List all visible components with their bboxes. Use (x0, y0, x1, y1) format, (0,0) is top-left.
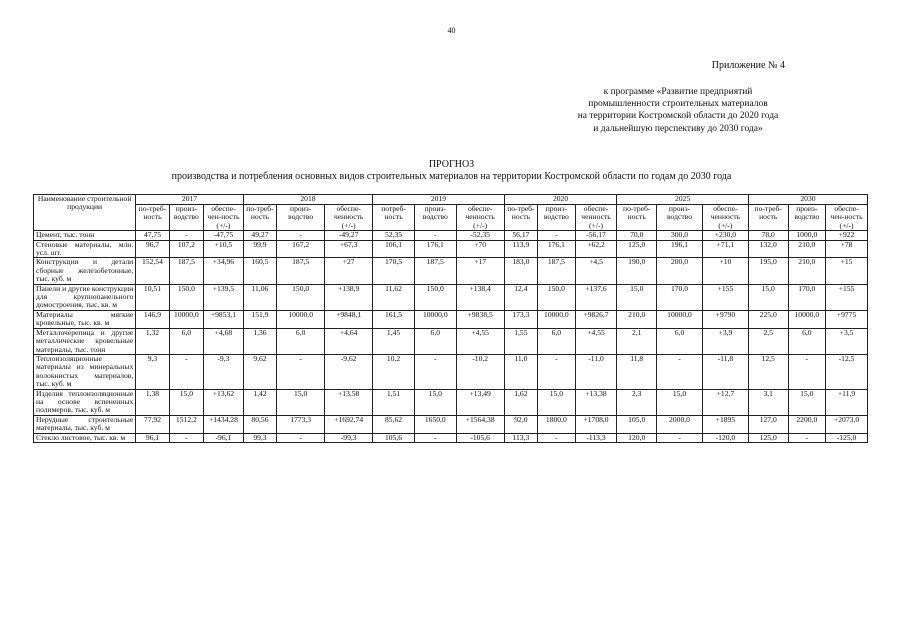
value-cell: +10 (702, 258, 748, 284)
value-cell: +3,9 (702, 328, 748, 354)
value-cell: 15,0 (277, 389, 325, 415)
value-cell: 1,45 (373, 328, 415, 354)
value-cell: 15,0 (169, 389, 203, 415)
sub-column-header: произ-водство (657, 205, 703, 231)
value-cell: 6,0 (538, 328, 576, 354)
value-cell: 113,9 (504, 240, 537, 258)
sub-column-header: обеспе-ченность (+/-) (702, 205, 748, 231)
value-cell: -99,3 (325, 433, 373, 442)
value-cell: 196,1 (657, 240, 703, 258)
value-cell: 225,0 (748, 310, 788, 328)
value-cell: +138,9 (325, 284, 373, 310)
sub-column-header: произ-водство (788, 205, 826, 231)
value-cell: 11,8 (617, 354, 657, 389)
value-cell: 1,51 (373, 389, 415, 415)
sub-column-header: обеспе-ченность (+/-) (325, 205, 373, 231)
product-name-cell: Теплоизоляционные материалы из минеральных волокнистых материалов, тыс. куб. м (34, 354, 136, 389)
table-row (34, 310, 868, 328)
value-cell: 10000,0 (788, 310, 826, 328)
program-line: и дальнейшую перспективу до 2030 года» (593, 123, 763, 134)
value-cell: 6,0 (277, 328, 325, 354)
value-cell: 1,36 (243, 328, 276, 354)
value-cell: 49,27 (243, 231, 276, 240)
value-cell: -9,62 (325, 354, 373, 389)
value-cell: +11,9 (826, 389, 868, 415)
value-cell: 11,0 (504, 354, 537, 389)
value-cell: -125,0 (826, 433, 868, 442)
value-cell: 125,0 (617, 240, 657, 258)
value-cell: 9,62 (243, 354, 276, 389)
value-cell: 183,0 (504, 258, 537, 284)
value-cell: - (277, 354, 325, 389)
value-cell: 127,0 (748, 415, 788, 433)
value-cell: -96,1 (204, 433, 244, 442)
year-header: 2025 (617, 195, 748, 205)
value-cell: 160,5 (243, 258, 276, 284)
sub-column-header: произ-водство (414, 205, 456, 231)
value-cell: +155 (826, 284, 868, 310)
product-name-cell: Стекло листовое, тыс. кв. м (34, 433, 136, 442)
value-cell: +4,55 (575, 328, 617, 354)
value-cell: 10,2 (373, 354, 415, 389)
program-line: промышленности строительных материалов (588, 99, 768, 110)
value-cell: 170,5 (373, 258, 415, 284)
value-cell: +9790 (702, 310, 748, 328)
value-cell: 12,5 (748, 354, 788, 389)
value-cell: +9775 (826, 310, 868, 328)
sub-column-header: потреб-ность (373, 205, 415, 231)
value-cell: 80,56 (243, 415, 276, 433)
value-cell: 161,5 (373, 310, 415, 328)
value-cell: +139,5 (204, 284, 244, 310)
value-cell: 1,42 (243, 389, 276, 415)
sub-column-header: по-треб-ность (136, 205, 169, 231)
table-row (34, 433, 868, 442)
value-cell: +9826,7 (575, 310, 617, 328)
column-header-name: Наименование строительной продукции (34, 195, 136, 231)
program-reference (548, 86, 808, 135)
value-cell: 210,0 (617, 310, 657, 328)
value-cell: +71,1 (702, 240, 748, 258)
product-name-cell: Панели и другие конструкции для крупнопанельного домостроения, тыс. кв. м (34, 284, 136, 310)
product-name-cell: Металлочерепица и другие металлические кровельные материалы, тыс. тонн (34, 328, 136, 354)
value-cell: 6,0 (657, 328, 703, 354)
value-cell: - (538, 433, 576, 442)
value-cell: 132,0 (748, 240, 788, 258)
value-cell: +3,5 (826, 328, 868, 354)
product-name-cell: Нерудные строительные материалы, тыс. куб. м (34, 415, 136, 433)
table-row (34, 354, 868, 389)
value-cell: 6,0 (169, 328, 203, 354)
value-cell: - (277, 231, 325, 240)
value-cell: 120,0 (617, 433, 657, 442)
value-cell: -120,0 (702, 433, 748, 442)
value-cell: +9853,1 (204, 310, 244, 328)
value-cell: +70 (456, 240, 504, 258)
value-cell: +4,64 (325, 328, 373, 354)
value-cell: 150,0 (414, 284, 456, 310)
value-cell: -113,3 (575, 433, 617, 442)
sub-column-header: по-треб-ность (748, 205, 788, 231)
value-cell: 105,0 (617, 415, 657, 433)
value-cell: +9838,5 (456, 310, 504, 328)
value-cell: +137,6 (575, 284, 617, 310)
value-cell: 99,3 (243, 433, 276, 442)
value-cell: 150,0 (538, 284, 576, 310)
value-cell: 1,32 (136, 328, 169, 354)
value-cell: 190,0 (617, 258, 657, 284)
value-cell: 2,3 (617, 389, 657, 415)
value-cell: 300,0 (657, 231, 703, 240)
value-cell: +4,55 (456, 328, 504, 354)
value-cell: - (538, 231, 576, 240)
sub-column-header: произ-водство (169, 205, 203, 231)
value-cell: +1895 (702, 415, 748, 433)
value-cell: 187,5 (169, 258, 203, 284)
value-cell: 210,0 (788, 258, 826, 284)
table-row (34, 258, 868, 284)
value-cell: +27 (325, 258, 373, 284)
value-cell: +1564,38 (456, 415, 504, 433)
value-cell: 1,62 (504, 389, 537, 415)
value-cell: 187,5 (538, 258, 576, 284)
sub-column-header: произ-водство (277, 205, 325, 231)
value-cell: -11,0 (575, 354, 617, 389)
value-cell: 2,5 (748, 328, 788, 354)
value-cell: - (657, 354, 703, 389)
sub-column-header: обеспе-чен-ность (+/-) (204, 205, 244, 231)
value-cell: 9,3 (136, 354, 169, 389)
value-cell: 1773,3 (277, 415, 325, 433)
value-cell: 6,0 (788, 328, 826, 354)
value-cell: +15 (826, 258, 868, 284)
value-cell: 200,0 (657, 258, 703, 284)
program-line: на территории Костромской области до 2020 года (577, 111, 779, 122)
value-cell: 195,0 (748, 258, 788, 284)
product-name-cell: Стеновые материалы, млн. усл. шт. (34, 240, 136, 258)
value-cell: 6,0 (414, 328, 456, 354)
value-cell: 92,0 (504, 415, 537, 433)
value-cell: 167,2 (277, 240, 325, 258)
value-cell: 52,35 (373, 231, 415, 240)
product-name-cell: Цемент, тыс. тонн (34, 231, 136, 240)
value-cell: +922 (826, 231, 868, 240)
page-number: 40 (447, 26, 456, 35)
value-cell: 10000,0 (414, 310, 456, 328)
value-cell: 187,5 (277, 258, 325, 284)
value-cell: -105,6 (456, 433, 504, 442)
value-cell: - (538, 354, 576, 389)
value-cell: +10,5 (204, 240, 244, 258)
table-row (34, 415, 868, 433)
value-cell: 77,92 (136, 415, 169, 433)
value-cell: +13,62 (204, 389, 244, 415)
value-cell: -47,75 (204, 231, 244, 240)
value-cell: 113,3 (504, 433, 537, 442)
value-cell: 99,9 (243, 240, 276, 258)
value-cell: +4,5 (575, 258, 617, 284)
value-cell: 2,1 (617, 328, 657, 354)
value-cell: 1,55 (504, 328, 537, 354)
value-cell: - (169, 231, 203, 240)
sub-column-header: обеспе-чен-ность (+/-) (826, 205, 868, 231)
value-cell: 152,54 (136, 258, 169, 284)
value-cell: +2073,0 (826, 415, 868, 433)
value-cell: 96,1 (136, 433, 169, 442)
value-cell: 3,1 (748, 389, 788, 415)
sub-column-header: по-треб-ность (504, 205, 537, 231)
value-cell: 15,0 (617, 284, 657, 310)
value-cell: -11,8 (702, 354, 748, 389)
value-cell: +34,96 (204, 258, 244, 284)
value-cell: 15,0 (414, 389, 456, 415)
value-cell: +13,49 (456, 389, 504, 415)
value-cell: 85,62 (373, 415, 415, 433)
value-cell: 10000,0 (169, 310, 203, 328)
table-row (34, 231, 868, 240)
value-cell: 173,3 (504, 310, 537, 328)
value-cell: - (414, 354, 456, 389)
table-row (34, 284, 868, 310)
value-cell: 78,0 (748, 231, 788, 240)
document-title: ПРОГНОЗ (428, 159, 475, 170)
value-cell: 176,1 (414, 240, 456, 258)
value-cell: 10000,0 (538, 310, 576, 328)
value-cell: 105,6 (373, 433, 415, 442)
product-name-cell: Изделия теплоизоляционные на основе вспененных полимеров, тыс. куб. м (34, 389, 136, 415)
value-cell: -10,2 (456, 354, 504, 389)
value-cell: 125,0 (748, 433, 788, 442)
value-cell: +13,58 (325, 389, 373, 415)
value-cell: -9,3 (204, 354, 244, 389)
value-cell: 11,06 (243, 284, 276, 310)
value-cell: -56,17 (575, 231, 617, 240)
value-cell: 10,51 (136, 284, 169, 310)
value-cell: +9848,1 (325, 310, 373, 328)
value-cell: 96,7 (136, 240, 169, 258)
value-cell: 1650,0 (414, 415, 456, 433)
value-cell: 56,17 (504, 231, 537, 240)
value-cell: 1,38 (136, 389, 169, 415)
value-cell: +62,2 (575, 240, 617, 258)
value-cell: 15,0 (538, 389, 576, 415)
year-header: 2017 (136, 195, 244, 205)
value-cell: +1708,0 (575, 415, 617, 433)
value-cell: 107,2 (169, 240, 203, 258)
value-cell: - (414, 231, 456, 240)
table-row (34, 328, 868, 354)
year-header: 2020 (504, 195, 617, 205)
document-subtitle: производства и потребления основных видов строительных материалов на территории Костромской области по годам до 2030 года (171, 171, 732, 182)
program-line: к программе «Развитие предприятий (603, 87, 753, 97)
value-cell: 187,5 (414, 258, 456, 284)
value-cell: - (169, 354, 203, 389)
value-cell: 10000,0 (277, 310, 325, 328)
value-cell: -12,5 (826, 354, 868, 389)
year-header: 2018 (243, 195, 372, 205)
value-cell: 1800,0 (538, 415, 576, 433)
table-row (34, 389, 868, 415)
value-cell: 150,0 (277, 284, 325, 310)
sub-column-header: произ-водство (538, 205, 576, 231)
value-cell: 2000,0 (657, 415, 703, 433)
value-cell: -49,27 (325, 231, 373, 240)
value-cell: +155 (702, 284, 748, 310)
sub-column-header: обеспе-ченность (+/-) (575, 205, 617, 231)
value-cell: +12,7 (702, 389, 748, 415)
sub-column-header: по-треб-ность (617, 205, 657, 231)
document-title-block (0, 159, 903, 183)
value-cell: 210,0 (788, 240, 826, 258)
value-cell: - (277, 433, 325, 442)
value-cell: - (788, 354, 826, 389)
value-cell: 106,1 (373, 240, 415, 258)
value-cell: - (414, 433, 456, 442)
value-cell: 150,0 (169, 284, 203, 310)
value-cell: +1434,28 (204, 415, 244, 433)
value-cell: -52,35 (456, 231, 504, 240)
year-header: 2030 (748, 195, 867, 205)
value-cell: 170,0 (788, 284, 826, 310)
sub-column-header: по-треб-ность (243, 205, 276, 231)
value-cell: 15,0 (748, 284, 788, 310)
value-cell: - (788, 433, 826, 442)
value-cell: 15,0 (657, 389, 703, 415)
value-cell: +67,3 (325, 240, 373, 258)
forecast-table (33, 194, 868, 443)
value-cell: +138,4 (456, 284, 504, 310)
value-cell: 70,0 (617, 231, 657, 240)
value-cell: 146,9 (136, 310, 169, 328)
value-cell: +1692,74 (325, 415, 373, 433)
value-cell: +4,68 (204, 328, 244, 354)
appendix-label: Приложение № 4 (711, 60, 785, 71)
value-cell: +17 (456, 258, 504, 284)
table-row (34, 240, 868, 258)
product-name-cell: Материалы мягкие кровельные, тыс. кв. м (34, 310, 136, 328)
value-cell: 11,62 (373, 284, 415, 310)
value-cell: - (657, 433, 703, 442)
value-cell: 1512,2 (169, 415, 203, 433)
value-cell: 12,4 (504, 284, 537, 310)
value-cell: +78 (826, 240, 868, 258)
value-cell: 47,75 (136, 231, 169, 240)
value-cell: 10000,0 (657, 310, 703, 328)
sub-column-header: обеспе-ченность (+/-) (456, 205, 504, 231)
value-cell: +230,0 (702, 231, 748, 240)
value-cell: +13,38 (575, 389, 617, 415)
value-cell: 1000,0 (788, 231, 826, 240)
value-cell: 170,0 (657, 284, 703, 310)
value-cell: 151,9 (243, 310, 276, 328)
value-cell: 15,0 (788, 389, 826, 415)
value-cell: - (169, 433, 203, 442)
product-name-cell: Конструкции и детали сборные железобетонные, тыс. куб. м (34, 258, 136, 284)
year-header: 2019 (373, 195, 505, 205)
value-cell: 176,1 (538, 240, 576, 258)
value-cell: 2200,0 (788, 415, 826, 433)
